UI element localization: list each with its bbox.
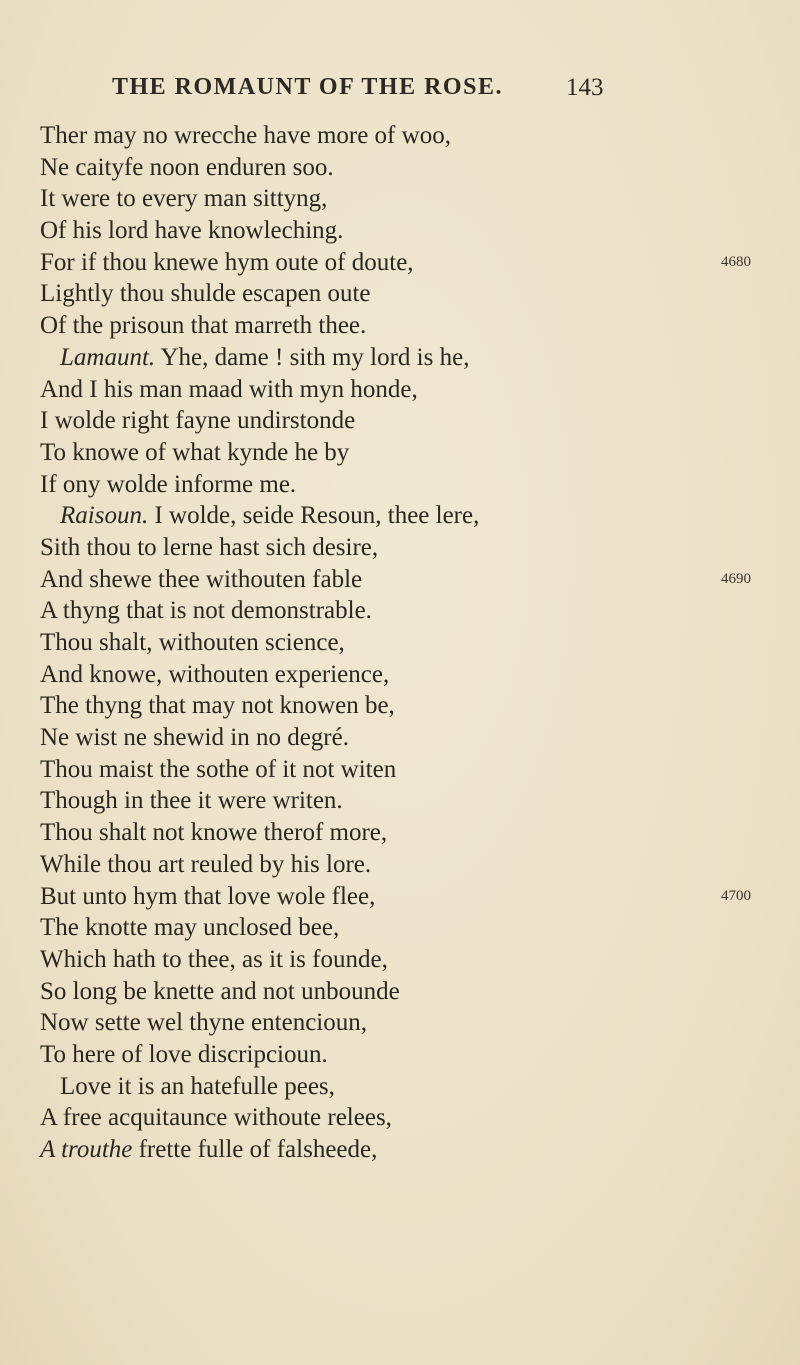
verse-line bbox=[40, 785, 760, 817]
verse-text bbox=[40, 183, 327, 215]
verse-text bbox=[40, 754, 396, 786]
verse-text bbox=[40, 785, 343, 817]
verse-body: And I his man maad with myn honde, bbox=[40, 375, 418, 403]
verse-text bbox=[40, 1007, 367, 1039]
verse-body: Lightly thou shulde escapen oute bbox=[40, 280, 371, 308]
verse-line bbox=[40, 659, 760, 691]
page-number: 143 bbox=[566, 74, 604, 101]
verse-body: A thyng that is not demonstrable. bbox=[40, 597, 372, 625]
verse-text bbox=[40, 690, 395, 722]
verse-line bbox=[40, 1039, 760, 1071]
verse-body: Yhe, dame ! sith my lord is he, bbox=[155, 343, 470, 371]
verse-text bbox=[40, 817, 387, 849]
verse-line bbox=[40, 469, 760, 501]
verse-text bbox=[40, 342, 469, 374]
verse-body: The knotte may unclosed bee, bbox=[40, 914, 340, 942]
verse-body: Thou shalt, withouten science, bbox=[40, 629, 345, 656]
verse-line bbox=[40, 817, 760, 849]
verse-line bbox=[40, 310, 760, 342]
verse-line bbox=[40, 120, 760, 152]
verse-line bbox=[40, 1071, 760, 1103]
verse-body: Ne wist ne shewid in no degré. bbox=[40, 724, 349, 752]
verse-text bbox=[40, 722, 349, 754]
verse-body: While thou art reuled by his lore. bbox=[40, 850, 372, 878]
verse-body: Thou shalt not knowe therof more, bbox=[40, 819, 388, 847]
verse-text bbox=[40, 1039, 328, 1071]
verse-body: Which hath to thee, as it is founde, bbox=[40, 945, 388, 973]
verse-text bbox=[40, 500, 479, 532]
verse-body: But unto hym that love wole flee, bbox=[40, 882, 376, 910]
verse-body: And shewe thee withouten fable bbox=[40, 565, 363, 593]
verse-line bbox=[40, 690, 760, 722]
verse-text bbox=[40, 1071, 335, 1103]
line-number: 4700 bbox=[721, 887, 751, 904]
verse-line bbox=[40, 215, 760, 247]
verse-text bbox=[40, 532, 378, 564]
verse-text bbox=[40, 374, 418, 406]
verse-body: A free acquitaunce withoute relees, bbox=[40, 1104, 392, 1132]
verse-text bbox=[40, 310, 366, 342]
verse-text bbox=[40, 627, 345, 659]
verse-text bbox=[40, 944, 388, 976]
line-number: 4680 bbox=[721, 253, 751, 270]
verse-line bbox=[40, 152, 760, 184]
verse-line bbox=[40, 976, 760, 1008]
verse-text bbox=[40, 437, 349, 469]
speaker-label: A trouthe bbox=[40, 1136, 133, 1163]
verse-body: Though in thee it were writen. bbox=[40, 787, 343, 815]
line-number: 4690 bbox=[721, 570, 751, 587]
verse-line bbox=[40, 912, 760, 944]
verse-text bbox=[40, 215, 343, 247]
verse-body: I wolde, seide Resoun, thee lere, bbox=[148, 502, 480, 530]
speaker-label: Raisoun. bbox=[60, 502, 149, 530]
verse-line bbox=[40, 627, 760, 659]
verse-body: Of his lord have knowleching. bbox=[40, 217, 344, 245]
verse-line bbox=[40, 1102, 760, 1134]
verse-text bbox=[40, 120, 451, 152]
verse-text bbox=[40, 1134, 377, 1166]
verse-text bbox=[40, 659, 389, 691]
verse-line bbox=[40, 532, 760, 564]
verse-line bbox=[40, 881, 760, 913]
verse-text bbox=[40, 278, 370, 310]
verse-line bbox=[40, 278, 760, 310]
verse-text bbox=[40, 912, 339, 944]
verse-line bbox=[40, 722, 760, 754]
verse-body: So long be knette and not unbounde bbox=[40, 977, 400, 1005]
verse-line bbox=[40, 374, 760, 406]
verse-body: Love it is an hatefulle pees, bbox=[60, 1072, 335, 1100]
verse-text bbox=[40, 1102, 392, 1134]
verse-line bbox=[40, 849, 760, 881]
verse-text bbox=[40, 595, 372, 627]
verse-line bbox=[40, 754, 760, 786]
verse-body: Of the prisoun that marreth thee. bbox=[40, 312, 367, 340]
poem-text bbox=[40, 120, 760, 1166]
verse-line bbox=[40, 405, 760, 437]
verse-line bbox=[40, 564, 760, 596]
verse-body: To knowe of what kynde he by bbox=[40, 438, 350, 466]
verse-text bbox=[40, 564, 362, 596]
verse-text bbox=[40, 849, 371, 881]
page-header bbox=[0, 74, 800, 110]
verse-text bbox=[40, 976, 400, 1008]
verse-body: Ne caityfe noon enduren soo. bbox=[40, 153, 334, 181]
verse-body: frette fulle of falsheede, bbox=[132, 1136, 378, 1163]
verse-body: I wolde right fayne undirstonde bbox=[40, 407, 356, 435]
speaker-label: Lamaunt. bbox=[60, 343, 156, 371]
verse-text bbox=[40, 881, 375, 913]
verse-body: To here of love discripcioun. bbox=[40, 1040, 328, 1068]
verse-line bbox=[40, 1007, 760, 1039]
running-title: THE ROMAUNT OF THE ROSE. bbox=[112, 74, 503, 100]
verse-body: Sith thou to lerne hast sich desire, bbox=[40, 533, 379, 561]
verse-body: Now sette wel thyne entencioun, bbox=[40, 1009, 367, 1037]
verse-body: And knowe, withouten experience, bbox=[40, 660, 390, 688]
verse-line bbox=[40, 500, 760, 532]
verse-line bbox=[40, 183, 760, 215]
verse-line bbox=[40, 944, 760, 976]
verse-text bbox=[40, 152, 334, 184]
verse-text bbox=[40, 247, 414, 279]
verse-body: Thou maist the sothe of it not witen bbox=[40, 755, 397, 783]
verse-line bbox=[40, 595, 760, 627]
verse-body: The thyng that may not knowen be, bbox=[40, 692, 395, 720]
verse-line bbox=[40, 342, 760, 374]
verse-body: Ther may no wrecche have more of woo, bbox=[40, 122, 451, 149]
verse-body: If ony wolde informe me. bbox=[40, 470, 297, 498]
verse-text bbox=[40, 405, 355, 437]
verse-line bbox=[40, 247, 760, 279]
verse-text bbox=[40, 469, 296, 501]
verse-line bbox=[40, 437, 760, 469]
verse-line bbox=[40, 1134, 760, 1166]
verse-body: It were to every man sittyng, bbox=[40, 185, 328, 213]
verse-body: For if thou knewe hym oute of doute, bbox=[40, 248, 414, 276]
